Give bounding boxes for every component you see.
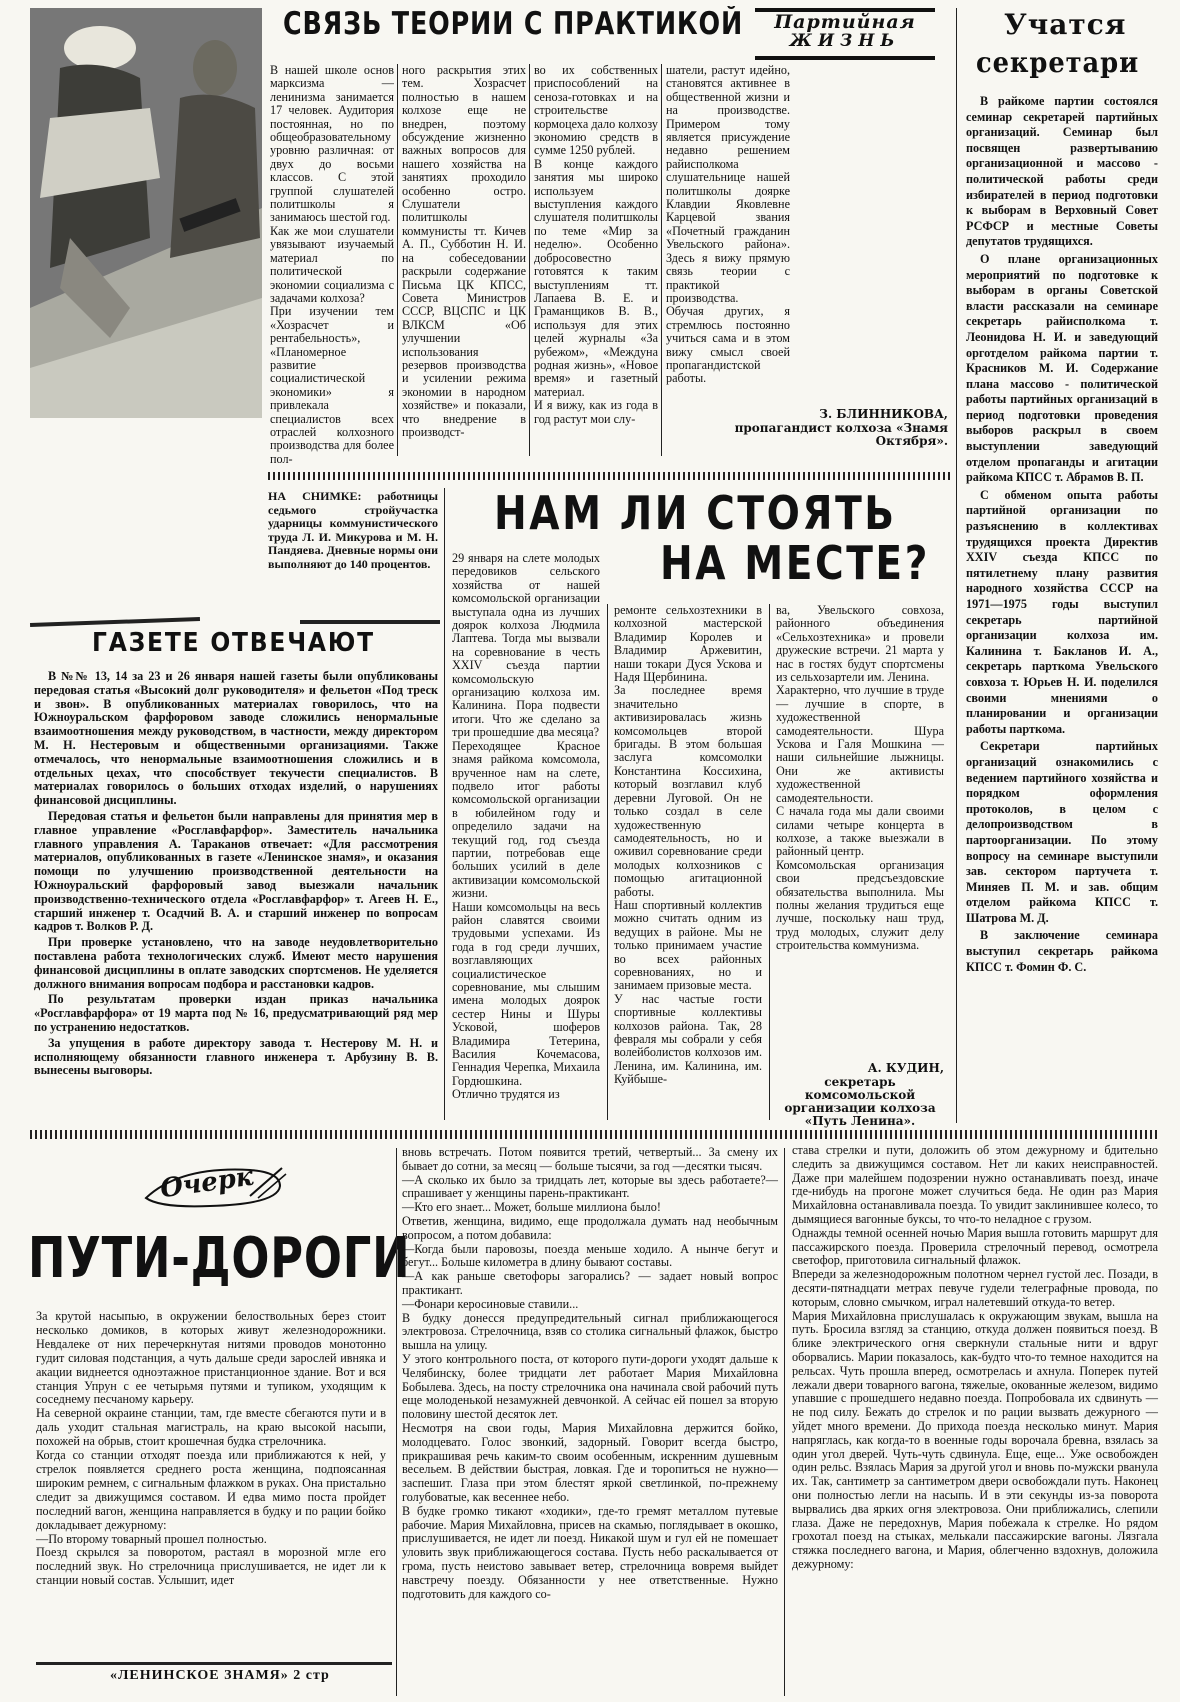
reply-paragraph: При проверке установлено, что на заводе неудовлетворительно поставлена работа технологических служб. Имеют место нарушения финансовой дисциплины в оплате заводских спортсменов. Не уделяется должного внимания вопросам подбора и расстановки кадров. [34, 935, 438, 991]
right-paragraph: О плане организационных мероприятий по подготовке к выборам в органы Советской власти рассказали на семинаре секретарь райисполкома т. Леонидова Н. И. и заведующий орготделом райкома партии т. Красников М. И. Содержание плана массово - политической работы партийных организаций в период подготовки проведения выборов раскрыл в своем выступлении заведующий отделом пропаганды и агитации райкома КПСС т. Абрамов В. П. [966, 251, 1158, 485]
middle-col-2: ремонте сельхозтехники в колхозной мастерской Владимир Королев и Владимир Аржевитин, наши токари Дуся Ускова и Надя Щербинина. За последнее время значительно активизировалась жизнь комсомольцев второй бригады. В этом большая заслуга комсомолки Константина Коссихина, который возглавил клуб деревни Луговой. Он не только создал в селе художественную самодеятельность, но и оживил соревнование среди молодых колхозников с помощью агитационной работы. Наш спортивный коллектив можно считать одним из ведущих в районе. Мы не только принимаем участие во всех районных соревнованиях, но и занимаем призовые места. У нас частые гости спортивные коллективы колхозов района. Так, 28 февраля мы собрали у себя волейболистов колхозов им. Ленина, им. Калинина, им. Куйбыше- [614, 603, 762, 1087]
reply-headline: ГАЗЕТЕ ОТВЕЧАЮТ [92, 628, 375, 658]
top-col-3: во их собственных приспособлений на сеноза-готовках и на строительстве кормоцеха дало колхозу экономию средств в сумме 1250 рублей. В конце каждого занятия мы широко используем выступления каждого слушателя политшколы по теме «Мир за неделю». Особенно добросовестно готовятся к таким выступлениям тт. Лапаева В. Е. и Граманщиков В. В., используя для этих целей журналы «За рубежом», «Междуна родная жизнь», «Новое время» и газетный материал. И я вижу, как из года в год растут мои слу- [534, 63, 658, 426]
top-col-2: ного раскрытия этих тем. Хозрасчет полностью в нашем колхозе еще не внедрен, поэтому обсуждение жизненно важных вопросов для нашего хозяйства на занятиях проходило особенно остро. Слушатели политшколы коммунисты тт. Кичев А. П., Субботин Н. И. на собеседовании раскрыли содержание Письма ЦК КПСС, Совета Министров СССР, ВЦСПС и ЦК ВЛКСМ «Об улучшении использования резервов производства и усилении режима экономии в народном хозяйстве» и показали, что внедрение в производст- [402, 63, 526, 439]
rubric-partiynaya-zhizn [755, 8, 935, 60]
reply-paragraph: Передовая статья и фельетон были направлены для принятия мер в главное управление «Росглавфарфор». Заместитель начальника главного управления А. Тараканов отвечает: «Для рассмотрения материалов, опубликованных в газете «Ленинское знамя», и оказания помощи по улучшению производственной деятельности на Южноуральский фарфоровый завод выезжали начальник производственно-технического отдела «Росглавфарфор» т. Агеев Н. Е., старший инженер т. Осадчий В. А. и старший инженер по вопросам кадров т. Волков Р. Д. [34, 808, 438, 934]
essay-headline: ПУТИ-ДОРОГИ [28, 1226, 411, 1291]
middle-sign-name: А. КУДИН, [867, 1061, 944, 1075]
middle-headline-line1: НАМ ЛИ СТОЯТЬ [494, 486, 897, 540]
essay-col-2: вновь встречать. Потом появится третий, четвертый... За смену их бывает до сотни, за месяц — больше тысячи, за год —десятки тысяч. —А сколько их было за тридцать лет, которые вы здесь работаете?—спрашивает у женщины парень-практикант. —Кто его знает... Может, больше миллиона было! Ответив, женщина, видимо, еще продолжала думать над необычным вопросом, а потом добавила: —Когда были паровозы, поезда меньше ходило. А нынче бегут и бегут... Больше километра в длину бывают составы. —А как раньше светофоры загорались? — задает новый вопрос практикант. —Фонари керосиновые ставили... В будку донесся предупредительный сигнал приближающегося электровоза. Стрелочница, взяв со столика сигнальный флажок, быстро вышла на улицу. У этого контрольного поста, от которого пути-дороги уходят дальше к Челябинску, более тридцати лет работает Мария Михайловна Бобылева. Здесь, на посту стрелочника она начинала свой рабочий путь еще молоденькой незамужней девчонкой. А сейчас ей пошел за вторую половину шестой десяток лет. Несмотря на свои годы, Мария Михайловна держится бойко, молодцевато. Голос звонкий, задорный. Говорит всегда быстро, прикрашивая речь каким-то своим особенным, искренним душевным весельем. В действии быстрая, ловкая. Где и торопиться не нужно—заспешит. Глаза при этом блестят яркой светлинкой, по-прежнему голубоватые, как весеннее небо. В будке громко тикают «ходики», где-то гремят металлом путевые рабочие. Мария Михайловна, присев на скамью, поглядывает в окошко, прислушивается, не идет ли поезд. Никакой шум и гул ей не помешает уловить звук приближающегося состава. Пусть небо раскалывается от грома, пусть неистово завывает ветер, стрелочница вовремя выйдет навстречу поезду. Обязанности у нее ответственные. Нужно подготовить для каждого со- [402, 1145, 778, 1601]
top-col-rule-2 [529, 64, 530, 456]
right-paragraph: С обменом опыта работы партийной организации по разъяснению в коллективах трудящихся проекта Директив XXIV съезда КПСС по пятилетнему плану развития народного хозяйства СССР на 1971—1975 годы выступил секретарь партийной организации колхоза им. Калинина т. Бакланов И. А., секретарь парткома Увельского совхоза т. Юрьев Н. И. поделился своими мнениями о планировании и организации работы парткома. [966, 487, 1158, 736]
top-photo-workers [30, 8, 262, 418]
middle-left-rule [444, 488, 445, 1120]
essay-col-1: За крутой насыпью, в окружении белоствольных берез стоит несколько домиков, в которых живут железнодорожники. Невдалеке от них перечеркнутая нитями проводов монотонно гудит силовая подстанция, а чуть дальше среди зарослей ивняка и акации виднеется одноэтажное пристанционное здание. Вот и вся станция Упрун с ее четырьмя путями и тупиком, уходящим к соседнему песчаному карьеру. На северной окраине станции, там, где вместе сбегаются пути и в даль уходит стальная магистраль, на краю высокой насыпи, похожей на обрыв, стоит крошечная будка стрелочника. Когда со станции отходят поезда или приближаются к ней, у стрелок появляется среднего роста женщина, подпоясанная широким ремнем, с сигнальным флажком в руках. Она пристально следит за движущимся составом. И едва мимо поста пройдет последний вагон, женщина направляется в будку и по рации бойко докладывает дежурному: —По второму товарный прошел полностью. Поезд скрылся за поворотом, растаял в морозной мгле его последний звук. Но стрелочница прислушивается, не идет ли к станции новый состав. Услышит, идет [36, 1309, 386, 1588]
right-col-text [966, 94, 1158, 1124]
essay-col-rule-2 [784, 1148, 785, 1696]
reply-paragraph: По результатам проверки издан приказ начальника «Росглавфарфора» от 19 марта под № 16, предусматривающий ряд мер по устранению недостатков. [34, 992, 438, 1034]
reply-paragraph: В №№ 13, 14 за 23 и 26 января нашей газеты были опубликованы передовая статья «Высокий долг руководителя» и фельетон «Под треск и звон». В опубликованных материалах говорилось, что на Южноуральском фарфоровом заводе сложились ненормальные взаимоотношения между руководством, в частности, между директором М. Н. Нестеровым и общественными организациями. Также отмечалось, что ненормальные взаимоотношения сложились и в отдельных цехах, что способствует текучести специалистов. В материалах говорилось о больших отходах изделий, о нарушениях финансовой дисциплины. [34, 669, 438, 808]
essay-bottom-rule [36, 1662, 392, 1665]
right-headline-line2: секретари [976, 46, 1140, 79]
top-col-1: В нашей школе основ марксизма — ленинизма занимается 17 человек. Аудитория постоянная, но по общеобразовательному уровню различная: от двух до восьми классов. С этой группой слушателей политшколы я занимаюсь шестой год. Как же мои слушатели увязывают изучаемый материал по политической экономии социализма с задачами колхоза? При изучении тем «Хозрасчет и рентабельность», «Планомерное развитие социалистической экономики» я привлекала специалистов всех отраслей колхозного производства для более пол- [270, 63, 394, 466]
rubric-line1: Партийная [774, 11, 916, 33]
essay-col-rule-1 [396, 1148, 397, 1696]
right-paragraph: В райкоме партии состоялся семинар секретарей партийных организаций. Семинар был посвящен развертыванию организационной и массово - политической работы среди избирателей в период подготовки к выборам в Верховный Совет РСФСР и местные Советы депутатов трудящихся. [966, 94, 1158, 249]
middle-headline-line2: НА МЕСТЕ? [660, 536, 930, 590]
top-headline: СВЯЗЬ ТЕОРИИ С ПРАКТИКОЙ [283, 6, 744, 42]
reply-top-rule-right [300, 620, 440, 624]
middle-col-3: ва, Увельского совхоза, районного объединения «Сельхозтехника» и провели дружеские встречи. 21 марта у нас в гостях будут спортсмены из сельхозартели им. Ленина. Характерно, что лучшие в труде — лучшие в спорте, в художественной самодеятельности. Шура Ускова и Галя Мошкина — наши сильнейшие лыжницы. Они же активисты художественной самодеятельности. С начала года мы дали своими силами четыре концерта в колхозе, а также выезжали в районный центр. Комсомольская организация свои предсъездовские обязательства выполнила. Мы полны желания трудиться еще лучше, поскольку наш труд, труд молодых, служит делу строительства коммунизма. [776, 603, 944, 953]
photo-illustration [30, 8, 262, 418]
page-footer: «ЛЕНИНСКОЕ ЗНАМЯ» 2 стр [110, 1668, 330, 1683]
right-column-rule [956, 8, 957, 1123]
middle-col-rule-2 [769, 604, 770, 1120]
top-col-rule-3 [661, 64, 662, 456]
reply-top-rule [30, 617, 200, 627]
reply-text [34, 670, 438, 1120]
photo-caption: НА СНИМКЕ: работницы седьмого стройучастка ударницы коммунистического труда Л. И. Микурова и М. Н. Пандяева. Дневные нормы они выполняют до 140 процентов. [268, 489, 438, 571]
rubric-line2: ЖИЗНЬ [789, 31, 901, 51]
top-sign-role: пропагандист колхоза «Знамя Октября». [734, 421, 948, 448]
middle-sign-role: секретарь комсомольской организации колхоза «Путь Ленина». [784, 1075, 936, 1128]
middle-col-1: 29 января на слете молодых передовиков сельского хозяйства от нашей комсомольской организации выступала одна из лучших доярок колхоза Людмила Лаптева. Тогда мы вызвали на соревнование в честь XXIV съезда партии комсомольскую организацию колхоза им. Калинина. Пора подвести итоги. Что же сделано за три прошедшие два месяца? Переходящее Красное знамя райкома комсомола, врученное нам на слете, подвело итог работы комсомольской организации в юбилейном году и определило задачи на текущий год, год съезда партии, потребовав еще больших усилий в деле активизации комсомольской жизни. Наши комсомольцы на весь район славятся своими трудовыми успехами. Из года в год среди лучших, возглавляющих социалистическое соревнование, мы слышим имена молодых доярок сестер Нины и Шуры Усковой, шоферов Владимира Тетерина, Василия Кочемасова, Геннадия Черепка, Михаила Гордюшкина. Отлично трудятся из [452, 551, 600, 1102]
top-col-4: шатели, растут идейно, становятся активнее в общественной жизни и на производстве. Примером тому является присуждение недавно решением райисполкома слушательнице нашей политшколы доярке Клавдии Яковлевне Карцевой звания «Почетный гражданин Увельского района». Здесь я вижу прямую связь теории с практикой производства. Обучая других, я стремлюсь постоянно учиться сама и в этом вижу смысл своей пропагандистской работы. [666, 63, 790, 386]
right-paragraph: В заключение семинара выступил секретарь райкома КПСС т. Фомин Ф. С. [966, 928, 1158, 974]
right-headline-line1: Учатся [1004, 8, 1127, 41]
essay-col-3: става стрелки и пути, доложить об этом дежурному и бдительно следить за движущимся составом. Нет ли каких неисправностей. Даже при малейшем подозрении нужно останавливать поезд, иначе где-нибудь на прогоне может случиться беда. Не один раз Мария Михайловна останавливала поезда. То увидит заклинившее колесо, то дымящиеся вагонные буксы, то что-то неладное с грузом. Однажды темной осенней ночью Мария вышла готовить маршрут для пассажирского поезда. Проверила стрелочный перевод, осмотрела светофор, приготовила сигнальный флажок. Впереди за железнодорожным полотном чернел густой лес. Позади, в десяти-пятнадцати метрах певуче гудели телеграфные провода, по которым, словно смычком, играл налетевший откуда-то ветер. Мария Михайловна прислушалась к окружающим звукам, вышла на путь. Бросила взгляд за станцию, откуда должен появиться поезд. В блике электрического огня сверкнули стальные нити и вдруг оборвались. Марии показалось, как-будто что-то темное находится на рельсах. Чуть прошла вперед, осмотрелась и ахнула. Поперек путей лежали двери товарного вагона, тяжелые, окованные железом, видимо упавшие с прошедшего недавно поезда. Попробовала их сдвинуть — не под силу. Бежать до стрелок и по рации вызвать дежурного — уйдет много времени. До прихода поезда несколько минут. Мария напряглась, как когда-то в военные годы ворочала бревна, взялась за один угол дверей. Чуть-чуть сдвинула. Еще, еще... Уже освобожден один рельс. Взялась Мария за другой угол и вновь по-мужски рванула их. Так, сантиметр за сантиметром двери освобождали путь. Наконец они полностью легли на насыпь. И в эти секунды из-за поворота вырвались два ярких огня электровоза. Они приближались, слепили глаза. Даже не передохнув, Мария побежала к стрелке. Но рядом грохотал поезд на стыках, мелькали пассажирские вагоны. Лязгала стяжка последнего вагона, и Мария, облегченно вздохнув, доложила дежурному: [792, 1143, 1158, 1571]
top-col-rule-1 [397, 64, 398, 456]
essay-rubric-label: Очерк [158, 1161, 256, 1205]
middle-col-rule-1 [607, 604, 608, 1120]
reply-paragraph: За упущения в работе директору завода т. Нестерову М. Н. и исполняющему обязанности главного инженера т. Арбузину В. В. вынесены выговоры. [34, 1035, 438, 1078]
right-paragraph: Секретари партийных организаций ознакомились с ведением партийного хозяйства и порядком оформления протоколов, в целом с делопроизводством в партоорганизации. По этому вопросу на семинаре выступили зав. сектором партучета т. Миняев П. М. и зав. общим отделом райкома КПСС т. Шатрова М. Д. [966, 739, 1158, 925]
essay-rubric [140, 1160, 286, 1210]
top-sign-name: З. БЛИННИКОВА, [819, 407, 948, 421]
top-dashed-divider [268, 472, 952, 480]
bottom-dashed-divider [30, 1130, 1158, 1139]
